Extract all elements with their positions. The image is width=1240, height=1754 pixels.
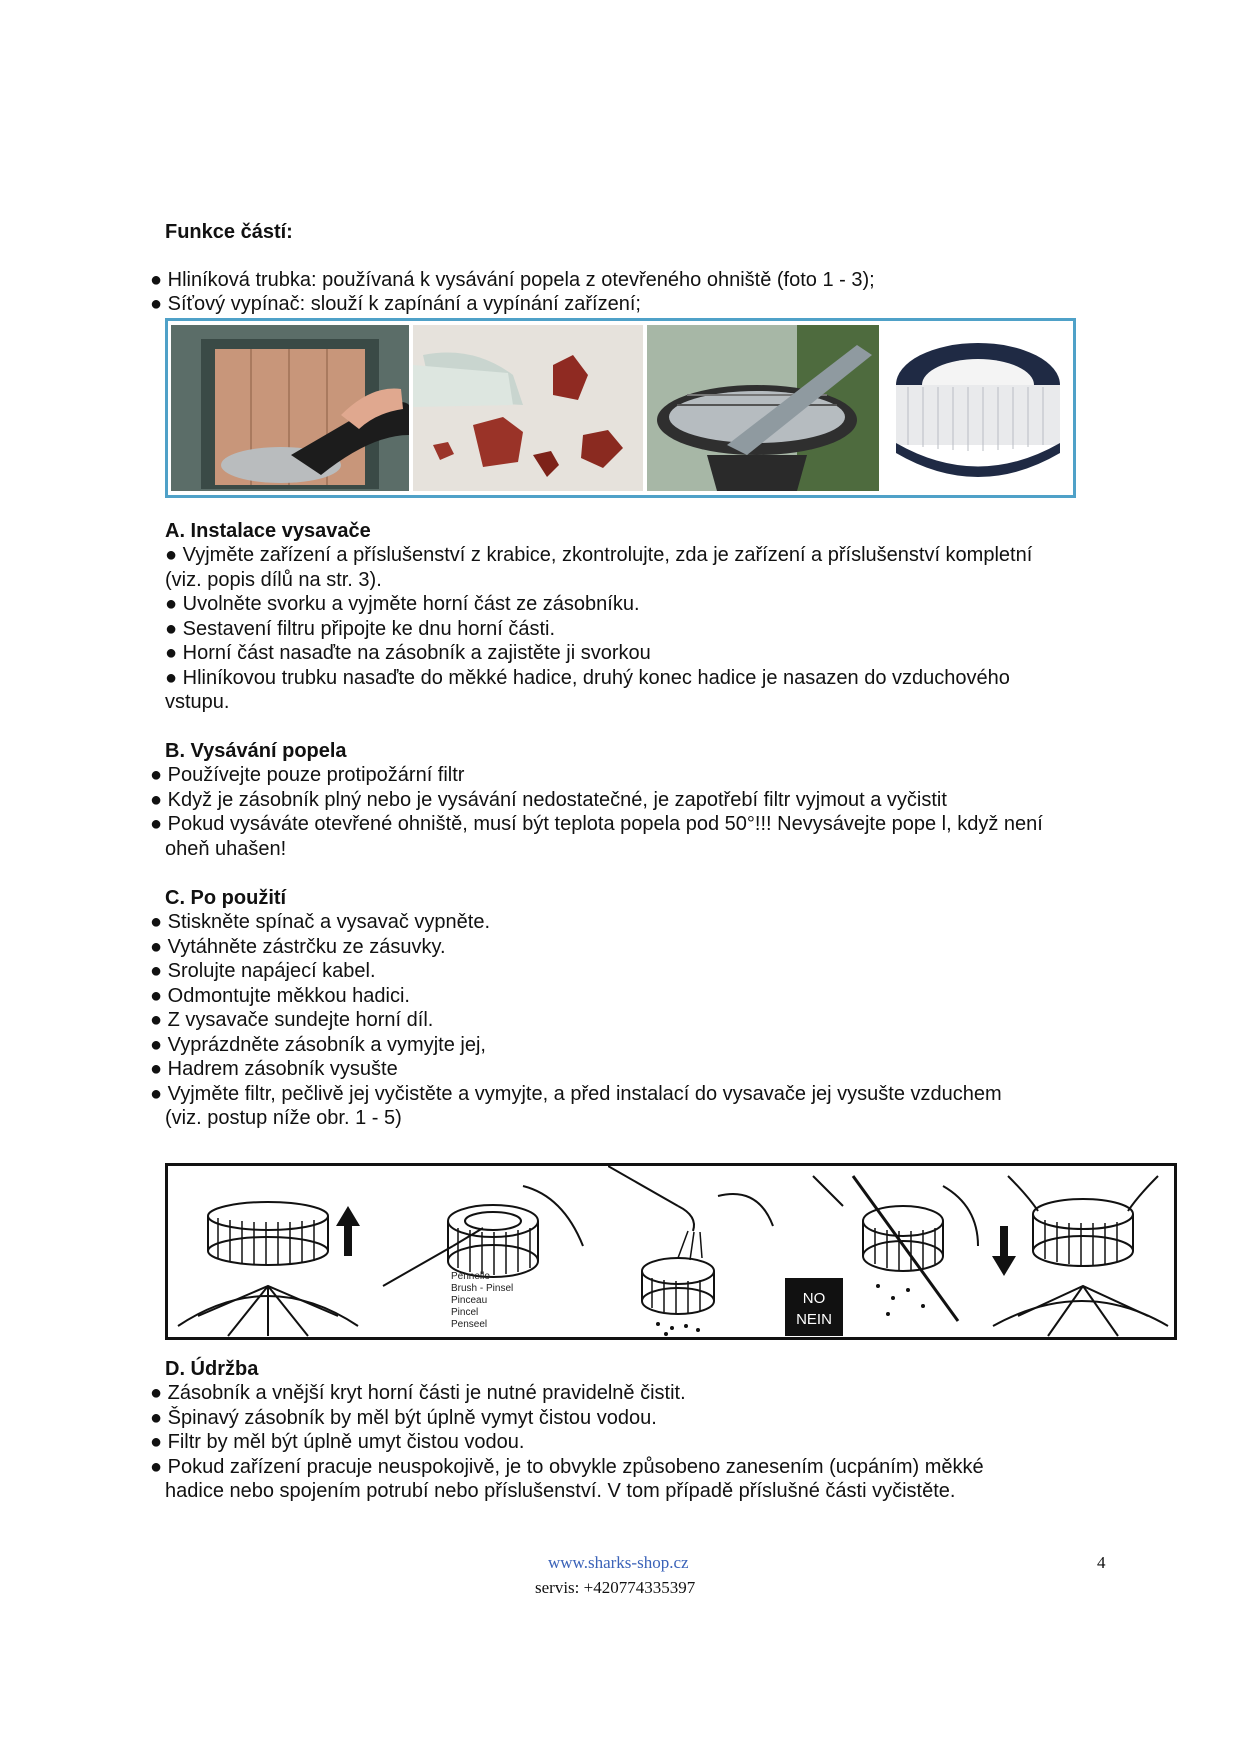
parts-item: ● Síťový vypínač: slouží k zapínání a vypínání zařízení; [150, 293, 641, 315]
section-d-line: hadice nebo spojením potrubí nebo příslušenství. V tom případě příslušné části vyčistěte. [165, 1480, 956, 1502]
usage-photo-strip [165, 318, 1076, 498]
step-brush-filter-illustration [373, 1166, 603, 1337]
section-c-line: ● Vyjměte filtr, pečlivě jej vyčistěte a vymyjte, a před instalací do vysavače jej vysušte vzduchem [150, 1083, 1002, 1105]
section-d-line: ● Špinavý zásobník by měl být úplně vymyt čistou vodou. [150, 1407, 657, 1429]
brush-label: Penseel [451, 1319, 488, 1330]
brush-label: Pennello [451, 1271, 490, 1282]
section-a-heading: A. Instalace vysavače [165, 520, 371, 542]
section-d-line: ● Zásobník a vnější kryt horní části je nutné pravidelně čistit. [150, 1382, 686, 1404]
section-a-line: ● Horní část nasaďte na zásobník a zajistěte ji svorkou [165, 642, 651, 664]
parts-item: ● Hliníková trubka: používaná k vysávání popela z otevřeného ohniště (foto 1 - 3); [150, 269, 875, 291]
no-sign-label: NO [802, 1290, 826, 1307]
brush-label: Brush - Pinsel [451, 1283, 514, 1294]
section-c-heading: C. Po použití [165, 887, 287, 909]
section-a-line: (viz. popis dílů na str. 3). [165, 569, 382, 591]
step-rinse-filter-illustration [608, 1166, 778, 1337]
section-c-line: ● Odmontujte měkkou hadici. [150, 985, 410, 1007]
parts-heading: Funkce částí: [165, 221, 293, 243]
section-b-line: ● Používejte pouze protipožární filtr [150, 764, 465, 786]
section-c-line: ● Vyprázdněte zásobník a vymyjte jej, [150, 1034, 486, 1056]
step-insert-filter-illustration [988, 1166, 1174, 1337]
section-b-line: oheň uhašen! [165, 838, 287, 860]
section-a-line: ● Vyjměte zařízení a příslušenství z krabice, zkontrolujte, zda je zařízení a příslušenství kompletní [165, 544, 1033, 566]
section-c-line: ● Stiskněte spínač a vysavač vypněte. [150, 911, 491, 933]
section-b-heading: B. Vysávání popela [165, 740, 347, 762]
step-no-tapping-illustration [783, 1166, 983, 1337]
section-b-line: ● Pokud vysáváte otevřené ohniště, musí být teplota popela pod 50°!!! Nevysávejte pope l, když není [150, 813, 1043, 835]
section-d-heading: D. Údržba [165, 1358, 259, 1380]
section-c-line: ● Hadrem zásobník vysušte [150, 1058, 398, 1080]
footer-service-phone: servis: +420774335397 [535, 1578, 696, 1597]
no-sign-label: NEIN [796, 1311, 832, 1328]
filter-photo [883, 325, 1073, 491]
section-c-line: ● Srolujte napájecí kabel. [150, 960, 376, 982]
section-a-line: vstupu. [165, 691, 230, 713]
brush-label: Pinceau [451, 1295, 488, 1306]
filter-cleaning-steps [165, 1163, 1177, 1340]
section-a-line: ● Sestavení filtru připojte ke dnu horní části. [165, 618, 556, 640]
grill-photo [647, 325, 879, 491]
section-b-line: ● Když je zásobník plný nebo je vysávání nedostatečné, je zapotřebí filtr vyjmout a vyčistit [150, 789, 947, 811]
vacuum-tube-photo [413, 325, 643, 491]
section-c-line: ● Z vysavače sundejte horní díl. [150, 1009, 434, 1031]
footer-website-link[interactable]: www.sharks-shop.cz [548, 1553, 689, 1572]
fireplace-photo [171, 325, 409, 491]
section-d-line: ● Filtr by měl být úplně umyt čistou vodou. [150, 1431, 525, 1453]
section-c-line: (viz. postup níže obr. 1 - 5) [165, 1107, 402, 1129]
brush-label: Pincel [451, 1307, 479, 1318]
section-d-line: ● Pokud zařízení pracuje neuspokojivě, je to obvykle způsobeno zanesením (ucpáním) měkké [150, 1456, 984, 1478]
step-remove-filter-illustration [168, 1166, 368, 1337]
section-a-line: ● Hliníkovou trubku nasaďte do měkké hadice, druhý konec hadice je nasazen do vzduchového [165, 667, 1010, 689]
section-c-line: ● Vytáhněte zástrčku ze zásuvky. [150, 936, 446, 958]
section-a-line: ● Uvolněte svorku a vyjměte horní část ze zásobníku. [165, 593, 640, 615]
page-number: 4 [1097, 1553, 1106, 1572]
